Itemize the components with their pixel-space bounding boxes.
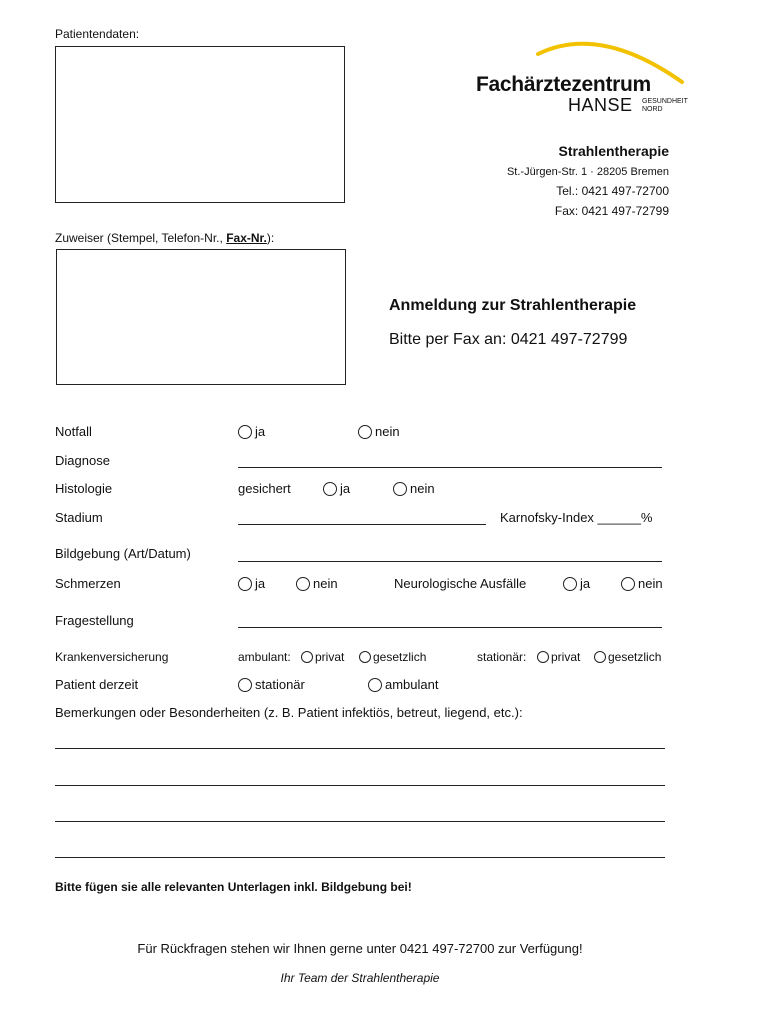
option-label: stationär xyxy=(255,677,305,692)
option-label: ja xyxy=(580,576,591,591)
option-label: ja xyxy=(340,481,351,496)
radio-icon[interactable] xyxy=(301,651,313,663)
radio-icon[interactable] xyxy=(358,425,372,439)
stadium-label: Stadium xyxy=(55,510,103,525)
patient-ambulant-option[interactable] xyxy=(368,677,438,692)
diagnose-label: Diagnose xyxy=(55,453,110,468)
bemerkungen-line-4[interactable] xyxy=(55,857,665,858)
stationaer-gesetzlich-option[interactable] xyxy=(594,650,661,664)
histologie-nein-option[interactable] xyxy=(393,481,435,496)
patient-data-box[interactable] xyxy=(55,46,345,203)
krankenversicherung-label: Krankenversicherung xyxy=(55,650,169,664)
footer-text: Für Rückfragen stehen wir Ihnen gerne unter 0421 497-72700 zur Verfügung! xyxy=(137,941,583,956)
radio-icon[interactable] xyxy=(296,577,310,591)
histologie-ja-option[interactable] xyxy=(323,481,350,496)
radio-icon[interactable] xyxy=(238,577,252,591)
radio-icon[interactable] xyxy=(393,482,407,496)
schmerzen-label: Schmerzen xyxy=(55,576,121,591)
neuro-label: Neurologische Ausfälle xyxy=(394,576,527,591)
bemerkungen-label: Bemerkungen oder Besonderheiten (z. B. Patient infektiös, betreut, liegend, etc.): xyxy=(55,705,523,720)
fragestellung-label: Fragestellung xyxy=(55,613,134,628)
address-fax: Fax: 0421 497-72799 xyxy=(554,204,669,218)
radio-icon[interactable] xyxy=(368,678,382,692)
referrer-label xyxy=(55,231,274,245)
logo-tagline xyxy=(642,98,688,114)
option-label: gesetzlich xyxy=(608,650,662,664)
radio-icon[interactable] xyxy=(563,577,577,591)
option-label: ja xyxy=(255,424,266,439)
referrer-label-prefix: Zuweiser (Stempel, Telefon-Nr., xyxy=(55,231,227,245)
bemerkungen-line-2[interactable] xyxy=(55,785,665,786)
address-street: St.-Jürgen-Str. 1 · 28205 Bremen xyxy=(506,166,669,178)
logo-sub-text: HANSE xyxy=(568,95,633,115)
notfall-label: Notfall xyxy=(55,424,92,439)
radio-icon[interactable] xyxy=(594,651,606,663)
signature-text: Ihr Team der Strahlentherapie xyxy=(280,971,440,985)
ambulant-gesetzlich-option[interactable] xyxy=(359,650,426,664)
referrer-label-suffix: ): xyxy=(266,231,275,245)
option-label: ambulant xyxy=(385,677,439,692)
notfall-nein-option[interactable] xyxy=(358,424,400,439)
histologie-gesichert-label: gesichert xyxy=(238,481,291,496)
radio-icon[interactable] xyxy=(323,482,337,496)
bildgebung-label: Bildgebung (Art/Datum) xyxy=(55,546,191,561)
bemerkungen-line-1[interactable] xyxy=(55,748,665,749)
ambulant-insurance-label: ambulant: xyxy=(238,650,291,664)
radio-icon[interactable] xyxy=(359,651,371,663)
patient-stationaer-option[interactable] xyxy=(238,677,305,692)
option-label: privat xyxy=(551,650,581,664)
patient-derzeit-label: Patient derzeit xyxy=(55,677,139,692)
option-label: nein xyxy=(410,481,435,496)
department-name: Strahlentherapie xyxy=(558,143,669,159)
stadium-field[interactable] xyxy=(238,524,486,525)
referrer-fax-label: Fax-Nr. xyxy=(226,231,267,245)
radio-icon[interactable] xyxy=(537,651,549,663)
radio-icon[interactable] xyxy=(238,425,252,439)
form-title: Anmeldung zur Strahlentherapie xyxy=(389,297,637,314)
karnofsky-field[interactable]: Karnofsky-Index ______% xyxy=(500,510,653,525)
option-label: ja xyxy=(255,576,266,591)
schmerzen-ja-option[interactable] xyxy=(238,576,265,591)
form-subtitle: Bitte per Fax an: 0421 497-72799 xyxy=(389,331,628,348)
neuro-ja-option[interactable] xyxy=(563,576,590,591)
address-tel: Tel.: 0421 497-72700 xyxy=(556,184,669,198)
stationaer-privat-option[interactable] xyxy=(537,650,580,664)
bildgebung-field[interactable] xyxy=(238,561,662,562)
patient-data-label: Patientendaten: xyxy=(55,27,140,41)
notfall-ja-option[interactable] xyxy=(238,424,265,439)
option-label: nein xyxy=(638,576,663,591)
logo-tagline-2: NORD xyxy=(642,106,663,113)
radio-icon[interactable] xyxy=(238,678,252,692)
option-label: nein xyxy=(375,424,400,439)
stationaer-insurance-label: stationär: xyxy=(477,650,527,664)
option-label: privat xyxy=(315,650,345,664)
bemerkungen-line-3[interactable] xyxy=(55,821,665,822)
neuro-nein-option[interactable] xyxy=(621,576,663,591)
histologie-label: Histologie xyxy=(55,481,113,496)
logo-tagline-1: GESUNDHEIT xyxy=(642,98,688,105)
logo xyxy=(470,30,710,125)
notice-text: Bitte fügen sie alle relevanten Unterlagen inkl. Bildgebung bei! xyxy=(55,880,412,894)
diagnose-field[interactable] xyxy=(238,467,662,468)
logo-main-text: Fachärztezentrum xyxy=(476,73,651,96)
referrer-box[interactable] xyxy=(56,249,346,385)
option-label: gesetzlich xyxy=(373,650,427,664)
option-label: nein xyxy=(313,576,338,591)
radio-icon[interactable] xyxy=(621,577,635,591)
fragestellung-field[interactable] xyxy=(238,627,662,628)
schmerzen-nein-option[interactable] xyxy=(296,576,338,591)
ambulant-privat-option[interactable] xyxy=(301,650,344,664)
